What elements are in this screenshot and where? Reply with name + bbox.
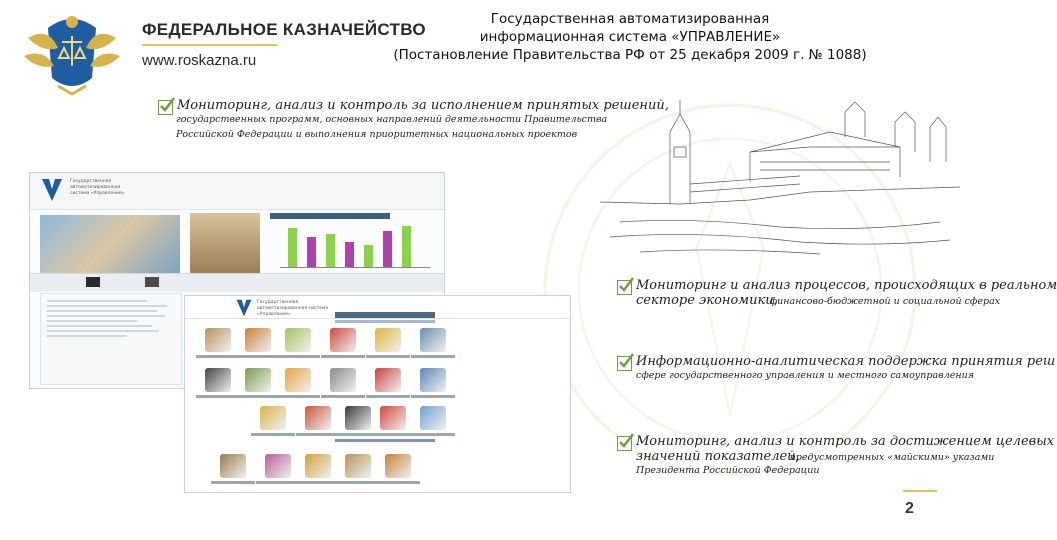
module-tile-icon[interactable]	[305, 406, 331, 430]
module-tile-icon[interactable]	[345, 406, 371, 430]
module-tile-icon[interactable]	[205, 368, 231, 392]
bullet-4-main-1: Мониторинг, анализ и контроль за достижением целевых	[636, 434, 1055, 449]
module-tile-icon[interactable]	[245, 328, 271, 352]
module-tile-icon[interactable]	[330, 328, 356, 352]
module-tile-icon[interactable]	[285, 368, 311, 392]
chart-bar	[402, 226, 411, 267]
screen1-banner-image	[40, 215, 180, 275]
module-tile-label	[296, 433, 340, 436]
module-tile-label	[366, 395, 410, 398]
module-tile-label	[251, 433, 295, 436]
module-tile-icon[interactable]	[375, 368, 401, 392]
screen2-section-divider	[335, 439, 435, 442]
module-tile-icon[interactable]	[345, 454, 371, 478]
page-number: 2	[905, 500, 914, 517]
module-tile-icon[interactable]	[205, 328, 231, 352]
module-tile-label	[336, 481, 380, 484]
screen1-chart-header	[270, 213, 390, 219]
screen2-subnav-bar	[335, 320, 435, 323]
module-tile-icon[interactable]	[245, 368, 271, 392]
module-tile-label	[411, 355, 455, 358]
module-tile-icon[interactable]	[285, 328, 311, 352]
screen1-briefcase-icon[interactable]	[145, 277, 159, 287]
screen1-header	[30, 173, 444, 210]
bullet-3-sub: сфере государственного управления и местного самоуправления	[636, 370, 975, 381]
module-tile-label	[321, 355, 365, 358]
org-name: ФЕДЕРАЛЬНОЕ КАЗНАЧЕЙСТВО	[142, 20, 426, 39]
module-tile-icon[interactable]	[265, 454, 291, 478]
checkmark-icon	[617, 280, 632, 295]
chart-bar	[364, 245, 373, 267]
screen1-logo-text: Государственная автоматизированная система «Управление»	[70, 179, 125, 196]
page-title	[380, 10, 880, 64]
screen2-nav-bar[interactable]	[335, 312, 435, 318]
bullet-1-sub1: государственных программ, основных направлений деятельности Правительства	[176, 114, 608, 125]
checkmark-icon	[617, 356, 632, 371]
module-tile-label	[236, 395, 280, 398]
bullet-2-main-1: Мониторинг и анализ процессов, происходящих в реальном	[636, 278, 1057, 293]
bullet-3-main: Информационно-аналитическая поддержка принятия реш	[636, 354, 1056, 369]
bullet-1-main: Мониторинг, анализ и контроль за исполнением принятых решений,	[177, 98, 669, 113]
module-tile-label	[276, 395, 320, 398]
module-tile-label	[366, 355, 410, 358]
bullet-4-sub1: предусмотренных «майскими» указами	[789, 452, 995, 463]
bullet-4-sub2: Президента Российской Федерации	[636, 465, 820, 476]
module-tile-icon[interactable]	[330, 368, 356, 392]
bullet-2	[617, 278, 1057, 308]
module-tile-icon[interactable]	[375, 328, 401, 352]
chart-bar	[307, 237, 316, 267]
screen1-bar-chart	[280, 223, 430, 268]
treasury-emblem	[18, 8, 126, 96]
module-tile-icon[interactable]	[420, 368, 446, 392]
page-number-rule	[903, 490, 937, 492]
bullet-1-sub2: Российской Федерации и выполнения приоритетных национальных проектов	[176, 129, 578, 140]
module-tile-label	[256, 481, 300, 484]
org-divider	[142, 44, 277, 46]
module-tile-label	[211, 481, 255, 484]
module-tile-icon[interactable]	[420, 406, 446, 430]
module-tile-label	[236, 355, 280, 358]
module-tile-label	[321, 395, 365, 398]
chart-bar	[288, 228, 297, 267]
title-line-1: Государственная автоматизированная	[490, 11, 770, 27]
module-tile-icon[interactable]	[380, 406, 406, 430]
screen1-logo-icon	[40, 177, 64, 203]
title-line-3: (Постановление Правительства РФ от 25 декабря 2009 г. № 1088)	[393, 47, 867, 63]
bullet-4	[617, 434, 1054, 477]
bullet-4-main-2: значений показателей,	[636, 449, 800, 464]
module-tile-label	[296, 481, 340, 484]
module-tile-icon[interactable]	[385, 454, 411, 478]
screen1-left-panel	[40, 293, 182, 385]
screen2-logo-icon	[235, 298, 253, 318]
module-tile-icon[interactable]	[420, 328, 446, 352]
module-tile-label	[371, 433, 415, 436]
module-tile-label	[276, 355, 320, 358]
bullet-3	[617, 354, 1055, 382]
module-tile-label	[411, 395, 455, 398]
module-tile-label	[376, 481, 420, 484]
chart-bar	[326, 234, 335, 267]
chart-bar	[345, 242, 354, 267]
checkmark-icon	[617, 436, 632, 451]
module-tile-label	[196, 355, 240, 358]
kremlin-sketch	[600, 92, 960, 262]
bullet-2-sub: финансово-бюджетной и социальной сферах	[769, 296, 1001, 307]
module-tile-icon[interactable]	[305, 454, 331, 478]
org-url[interactable]: www.roskazna.ru	[142, 52, 257, 69]
screen1-folder-icon[interactable]	[86, 277, 100, 287]
checkmark-icon	[158, 100, 173, 115]
screen2-logo-text: Государственная автоматизированная система «Управление»	[257, 300, 329, 317]
gas-management-screen-2	[184, 295, 571, 493]
chart-bar	[383, 231, 392, 267]
screen1-photo	[190, 213, 260, 273]
module-tile-icon[interactable]	[260, 406, 286, 430]
module-tile-icon[interactable]	[220, 454, 246, 478]
bullet-2-main-2: секторе экономики,	[636, 293, 778, 308]
module-tile-label	[196, 395, 240, 398]
module-tile-label	[411, 433, 455, 436]
title-line-2: информационная система «УПРАВЛЕНИЕ»	[479, 29, 781, 45]
